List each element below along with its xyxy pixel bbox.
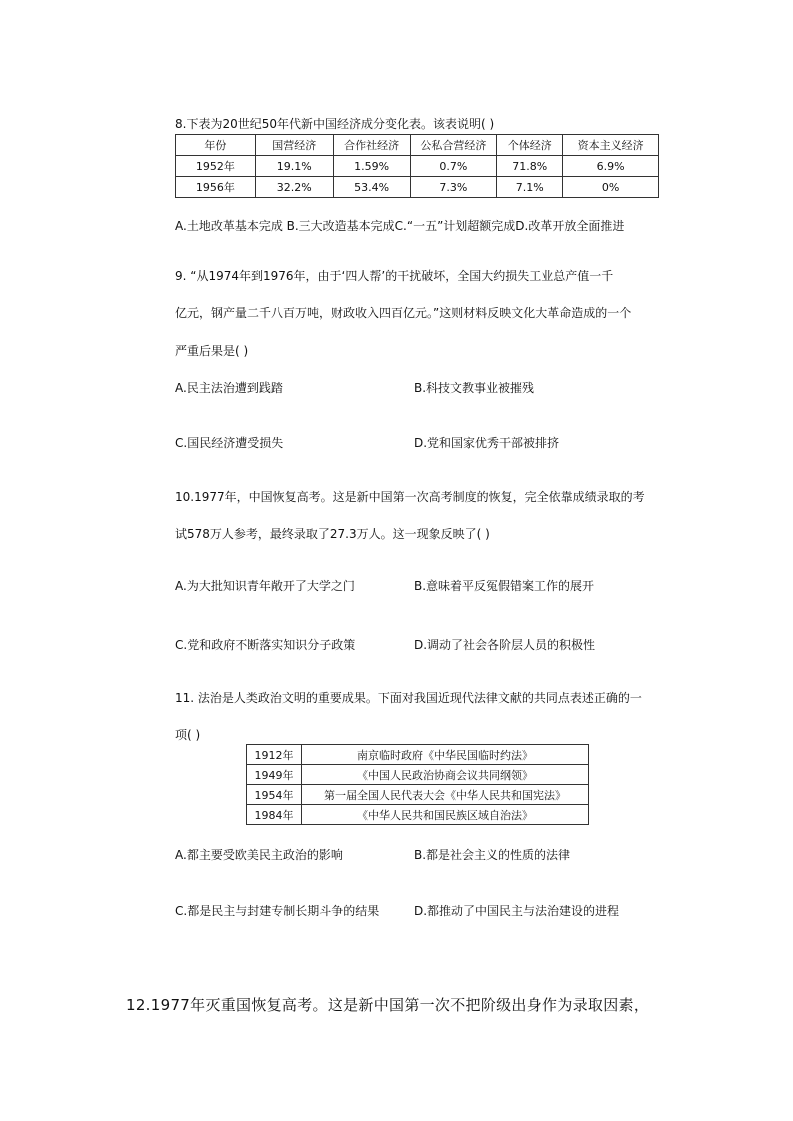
table-header-cell: 合作社经济 xyxy=(333,135,410,156)
table-cell: 1984年 xyxy=(247,805,302,825)
q9-option-d: D.党和国家优秀干部被排挤 xyxy=(414,436,560,450)
table-cell: 19.1% xyxy=(255,156,333,177)
table-cell: 1956年 xyxy=(176,177,256,198)
q10-option-a: A.为大批知识青年敞开了大学之门 xyxy=(175,579,355,593)
table-cell: 第一届全国人民代表大会《中华人民共和国宪法》 xyxy=(301,785,588,805)
q10-option-d: D.调动了社会各阶层人员的积极性 xyxy=(414,638,596,652)
table-header-cell: 资本主义经济 xyxy=(563,135,659,156)
table-cell: 7.3% xyxy=(410,177,497,198)
q9-stem-line-3: 严重后果是( ) xyxy=(175,344,249,358)
table-cell: 71.8% xyxy=(497,156,563,177)
q10-option-b: B.意味着平反冤假错案工作的展开 xyxy=(414,579,595,593)
table-header-cell: 个体经济 xyxy=(497,135,563,156)
table-cell: 1912年 xyxy=(247,745,302,765)
q11-stem-line-1: 11. 法治是人类政治文明的重要成果。下面对我国近现代法律文献的共同点表述正确的一 xyxy=(175,691,642,705)
q9-stem-line-1: 9. “从1974年到1976年，由于‘四人帮’的干扰破坏，全国大约损失工业总产值一千 xyxy=(175,269,614,283)
table-row xyxy=(176,156,659,177)
table-cell: 7.1% xyxy=(497,177,563,198)
table-cell: 1952年 xyxy=(176,156,256,177)
q8-stem: 8.下表为20世纪50年代新中国经济成分变化表。该表说明( ) xyxy=(175,117,495,131)
q8-table xyxy=(175,134,659,198)
q11-option-c: C.都是民主与封建专制长期斗争的结果 xyxy=(175,904,380,918)
table-cell: 南京临时政府《中华民国临时约法》 xyxy=(301,745,588,765)
q9-stem-line-2: 亿元，钢产量二千八百万吨，财政收入四百亿元。”这则材料反映文化大革命造成的一个 xyxy=(175,306,632,320)
table-row xyxy=(247,745,589,765)
table-cell: 1954年 xyxy=(247,785,302,805)
table-cell: 1949年 xyxy=(247,765,302,785)
table-row xyxy=(247,785,589,805)
table-cell: 0.7% xyxy=(410,156,497,177)
q9-option-b: B.科技文教事业被摧残 xyxy=(414,381,535,395)
q11-option-b: B.都是社会主义的性质的法律 xyxy=(414,848,571,862)
q10-stem-line-2: 试578万人参考，最终录取了27.3万人。这一现象反映了( ) xyxy=(175,527,490,541)
q11-table xyxy=(246,744,589,825)
table-cell: 《中华人民共和国民族区域自治法》 xyxy=(301,805,588,825)
table-cell: 1.59% xyxy=(333,156,410,177)
table-header-cell: 年份 xyxy=(176,135,256,156)
table-row xyxy=(176,177,659,198)
table-cell: 《中国人民政治协商会议共同纲领》 xyxy=(301,765,588,785)
q10-stem-line-1: 10.1977年，中国恢复高考。这是新中国第一次高考制度的恢复，完全依靠成绩录取的考 xyxy=(175,490,645,504)
q8-table-header-row xyxy=(176,135,659,156)
table-header-cell: 国营经济 xyxy=(255,135,333,156)
q11-stem-line-2: 项( ) xyxy=(175,728,201,742)
q12-stem-line-1: 12.1977年灭重国恢复高考。这是新中国第一次不把阶级出身作为录取因素， xyxy=(126,996,650,1014)
q9-option-c: C.国民经济遭受损失 xyxy=(175,436,284,450)
table-header-cell: 公私合营经济 xyxy=(410,135,497,156)
table-cell: 53.4% xyxy=(333,177,410,198)
table-row xyxy=(247,765,589,785)
q10-option-c: C.党和政府不断落实知识分子政策 xyxy=(175,638,356,652)
q11-option-a: A.都主要受欧美民主政治的影响 xyxy=(175,848,343,862)
table-row xyxy=(247,805,589,825)
table-cell: 0% xyxy=(563,177,659,198)
table-cell: 6.9% xyxy=(563,156,659,177)
q11-option-d: D.都推动了中国民主与法治建设的进程 xyxy=(414,904,620,918)
q8-options: A.土地改革基本完成 B.三大改造基本完成C.“一五”计划超额完成D.改革开放全面推进 xyxy=(175,219,625,233)
q9-option-a: A.民主法治遭到践踏 xyxy=(175,381,283,395)
table-cell: 32.2% xyxy=(255,177,333,198)
